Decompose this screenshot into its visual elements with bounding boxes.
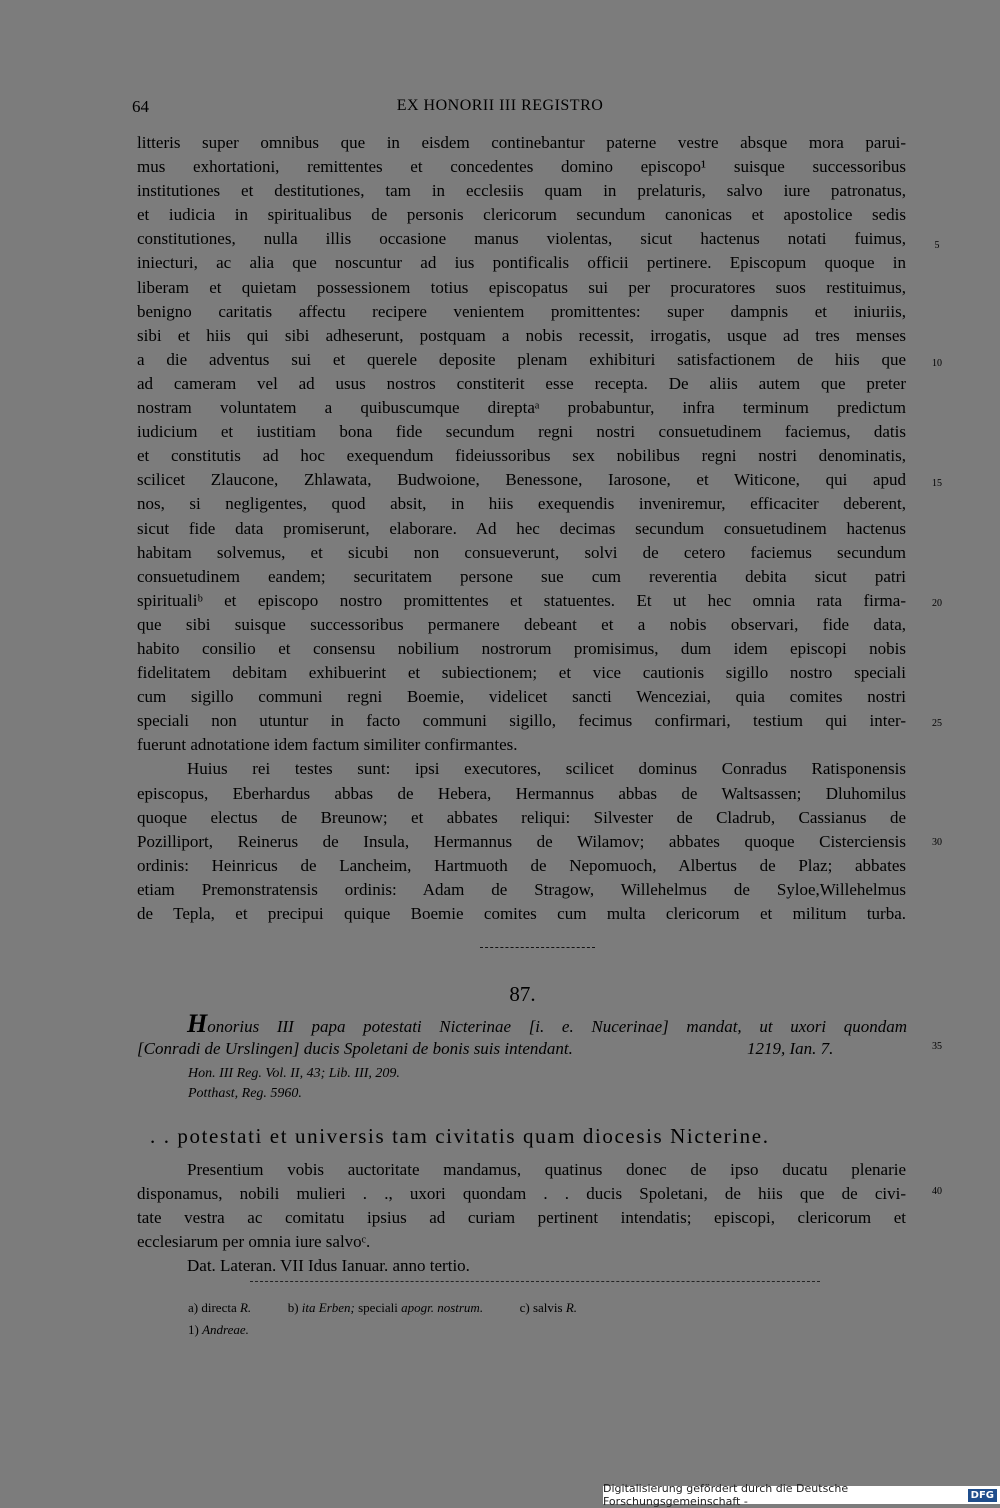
letter-address: . . potestati et universis tam civitatis quam diocesis Nicterine.: [150, 1124, 770, 1148]
text-line: institutiones et destitutiones, tam in ecclesiis quam in prelaturis, salvo iure patronatus,: [137, 181, 906, 201]
footnote-source: R.: [239, 1300, 252, 1315]
margin-line-number: 10: [932, 358, 942, 369]
footnote-text: speciali: [358, 1300, 398, 1315]
regest-line: [137, 1036, 907, 1061]
footnotes: [188, 1297, 577, 1341]
text-line: sibi et hiis qui sibi adheserunt, postquam a nobis recessit, irrogatis, usque ad tres menses: [137, 325, 906, 345]
text-line: de Tepla, et precipui quique Boemie comites cum multa clericorum et militum turba.: [137, 904, 906, 923]
text-line: a die adventus sui et querele deposite plenam exhibituri satisfactionem de hiis que: [137, 349, 906, 369]
text-line: episcopus, Eberhardus abbas de Hebera, Hermannus abbas de Waltsassen; Dluhomilus: [137, 783, 906, 803]
text-line: et constitutis ad hoc exequendum fideiussoribus sex nobilibus regni nostri denominatis,: [137, 446, 906, 466]
text-line: fidelitatem debitam exhibuerint et subiectionem; et vice cautionis sigillo nostro speciali: [137, 663, 906, 683]
footnote-text: ita Erben;: [301, 1300, 355, 1315]
text-line: et iudicia in spiritualibus de personis clericorum secundum canonicas et apostolice sedis: [137, 205, 906, 225]
footnote-source: R.: [565, 1300, 578, 1315]
margin-line-number: 20: [932, 598, 942, 609]
text-line: quoque electus de Breunow; et abbates reliqui: Silvester de Cladrub, Cassianus de: [137, 807, 906, 827]
footnote-marker: b): [287, 1300, 299, 1315]
footnote-source: apogr. nostrum.: [401, 1300, 484, 1315]
footnote-text: salvis: [532, 1300, 563, 1315]
text-line: Huius rei testes sunt: ipsi executores, scilicet dominus Conradus Ratisponensis: [187, 759, 906, 779]
letter-body: [137, 1158, 906, 1278]
regest-text: onorius III papa potestati Nicterinae [i. e. Nucerinae] mandat, ut uxori quondam: [207, 1017, 907, 1036]
text-line: ad cameram vel ad usus nostros constiterit esse recepta. De aliis autem que preter: [137, 373, 906, 393]
text-line: iniecturi, ac alia que noscuntur ad ius pontificalis officii pertinere. Episcopum quoque in: [137, 253, 906, 273]
text-line: ecclesiarum per omnia iure salvoᶜ.: [137, 1232, 371, 1252]
text-line: mus exhortationi, remittentes et concedentes domino episcopo¹ suisque successoribus: [137, 157, 906, 177]
text-line: fuerunt adnotatione idem factum similiter confirmantes.: [137, 735, 518, 755]
credit-text: Digitalisierung gefördert durch die Deutsche Forschungsgemeinschaft -: [603, 1482, 849, 1508]
text-line: habitam solvemus, et sicubi non consueverunt, solvi de cetero faciemus secundum: [137, 542, 906, 562]
margin-line-number: 5: [934, 240, 940, 251]
footnote-marker: a): [188, 1300, 199, 1315]
document-number: 87.: [509, 982, 536, 1006]
text-line: litteris super omnibus que in eisdem continebantur paterne vestre absque mora parui-: [137, 133, 906, 152]
footnote-separator: [250, 1281, 820, 1282]
running-title: EX HONORII III REGISTRO: [396, 97, 604, 114]
text-line: liberam et quietam possessionem totius episcopatus sui per procuratores suos restituimus,: [137, 277, 906, 297]
dating-line: Dat. Lateran. VII Idus Ianuar. anno tertio.: [187, 1256, 470, 1276]
credit-bar: [603, 1482, 1000, 1508]
text-line: nostram voluntatem a quibuscumque direptaᵃ probabuntur, infra terminum predictum: [137, 398, 906, 418]
text-line: spiritualiᵇ et episcopo nostro promittentes et statuentes. Et ut hec omnia rata firma-: [137, 590, 906, 610]
source-references: [188, 1064, 400, 1104]
text-line: cum sigillo communi regni Boemie, videlicet sancti Wenceziai, quia comites nostri: [137, 687, 906, 707]
text-line: ordinis: Heinricus de Lancheim, Hartmuoth de Nepomuoch, Albertus de Plaz; abbates: [137, 855, 906, 875]
footnote-marker: 1): [188, 1322, 199, 1337]
section-separator: [480, 947, 595, 948]
regest-date: 1219, Ian. 7.: [747, 1039, 834, 1058]
text-line: scilicet Zlaucone, Zhlawata, Budwoione, Benessone, Iarosone, et Witicone, qui apud: [137, 470, 906, 490]
footnote-row: [188, 1319, 577, 1341]
margin-line-number: 15: [932, 478, 942, 489]
text-line: tate vestra ac comitatu ipsius ad curiam pertinent intendatis; episcopi, clericorum et: [137, 1208, 906, 1228]
footnote-marker: c): [519, 1300, 530, 1315]
text-line: speciali non utuntur in facto communi sigillo, fecimus confirmari, testium qui inter-: [137, 711, 906, 731]
text-line: Presentium vobis auctoritate mandamus, quatinus donec de ipso ducatu plenarie: [187, 1160, 906, 1179]
text-line: disponamus, nobili mulieri . ., uxori quondam . . ducis Spoletani, de hiis que de civi-: [137, 1184, 906, 1204]
source-line: Hon. III Reg. Vol. II, 43; Lib. III, 209.: [188, 1066, 400, 1081]
regest-text: [Conradi de Urslingen] ducis Spoletani de bonis suis intendant.: [137, 1039, 573, 1058]
text-line: iudicium et iustitiam bona fide secundum regni nostri consuetudinem faciemus, datis: [137, 422, 906, 442]
text-line: Pozilliport, Reinerus de Insula, Hermannus de Wilamov; abbates quoque Cisterciensis: [137, 831, 906, 851]
text-line: benigno caritatis affectu recipere venientem promittentes: super dampnis et iniuriis,: [137, 301, 906, 321]
margin-line-number: 35: [932, 1041, 942, 1052]
main-text-block: [137, 131, 906, 926]
text-line: que sibi suisque successoribus permanere debeant et a nobis observari, fide data,: [137, 614, 906, 634]
text-line: sicut fide data promiserunt, elaborare. Ad hec decimas secundum consuetudinem hactenus: [137, 518, 906, 538]
regest: [137, 1011, 907, 1061]
footnote-text: Andreae.: [202, 1322, 249, 1337]
initial-letter: H: [187, 1009, 208, 1038]
source-line: Potthast, Reg. 5960.: [188, 1086, 302, 1101]
margin-line-number: 25: [932, 718, 942, 729]
text-line: habito consilio et consensu nobilium nostrorum promisimus, dum idem episcopi nobis: [137, 638, 906, 658]
text-line: etiam Premonstratensis ordinis: Adam de Stragow, Willehelmus de Syloe,Willehelmus: [137, 879, 906, 899]
footnote-text: directa: [201, 1300, 237, 1315]
text-line: nos, si negligentes, quod absit, in hiis exequendis inveniremur, efficaciter deberent,: [137, 494, 906, 514]
text-line: consuetudinem eandem; securitatem persone sue cum reverentia debita sicut patri: [137, 566, 906, 586]
margin-line-number: 30: [932, 837, 942, 848]
footnote-row: [188, 1297, 577, 1319]
regest-line: [137, 1011, 907, 1036]
margin-line-number: 40: [932, 1186, 942, 1197]
dfg-logo-icon: DFG: [968, 1489, 997, 1502]
page-number: 64: [132, 97, 149, 116]
text-line: constitutiones, nulla illis occasione manus violentas, sicut hactenus notati fuimus,: [137, 229, 906, 249]
